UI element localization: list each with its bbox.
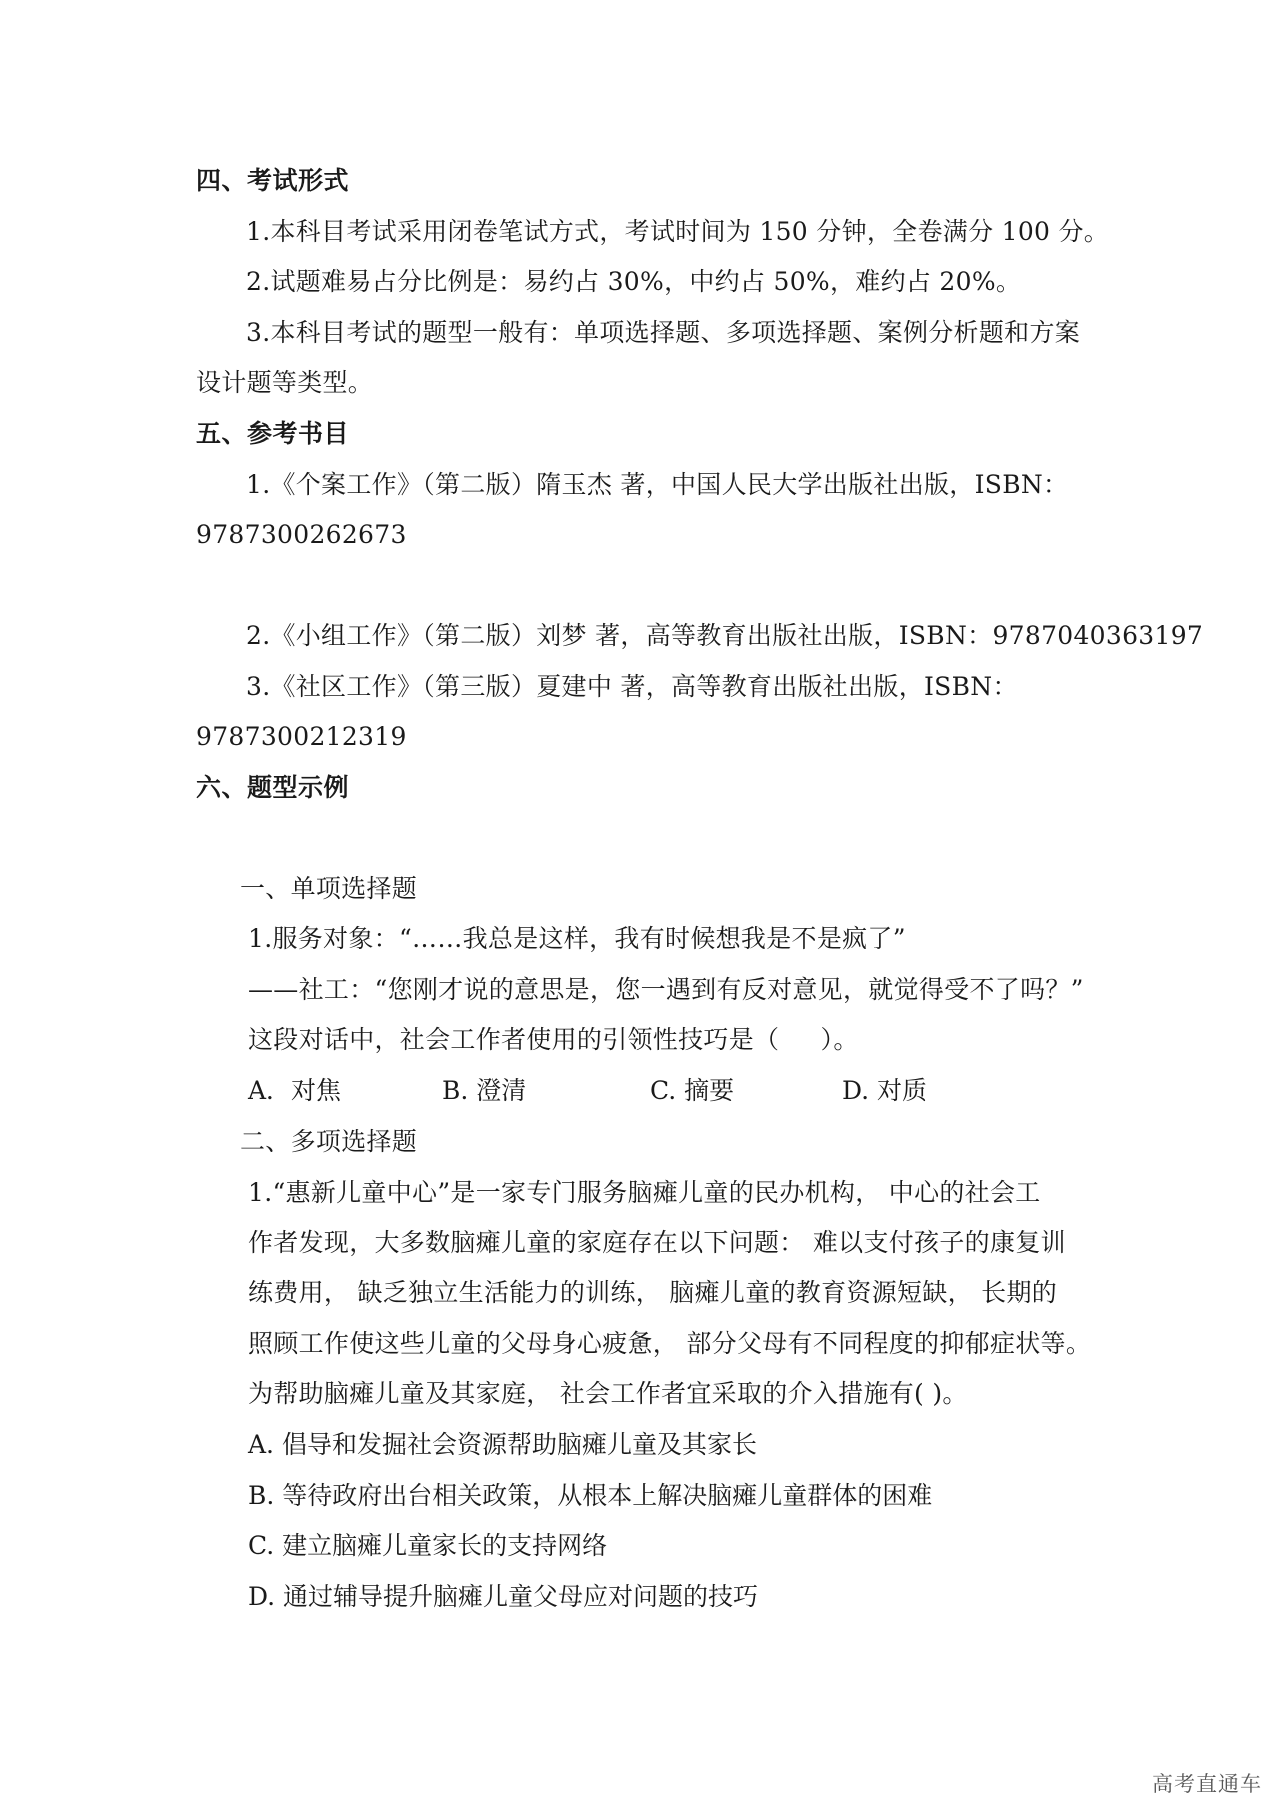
single-choice-option-b: B. 澄清 [442,1076,527,1105]
multi-choice-option-a: A. 倡导和发掘社会资源帮助脑瘫儿童及其家长 [248,1430,757,1459]
single-choice-option-d: D. 对质 [842,1076,928,1105]
exam-format-item-2: 2.试题难易占分比例是：易约占 30%，中约占 50%，难约占 20%。 [246,267,1022,296]
section-heading-references: 五、参考书目 [196,419,350,448]
multi-choice-line-4: 照顾工作使这些儿童的父母身心疲惫， 部分父母有不同程度的抑郁症状等。 [248,1329,1092,1358]
multi-choice-line-2: 作者发现，大多数脑瘫儿童的家庭存在以下问题： 难以支付孩子的康复训 [248,1228,1066,1257]
single-choice-line-3: 这段对话中，社会工作者使用的引领性技巧是（ ）。 [248,1025,859,1054]
single-choice-option-a: A．对焦 [248,1076,342,1105]
reference-item-1: 1.《个案工作》（第二版）隋玉杰 著，中国人民大学出版社出版，ISBN： [246,470,1069,499]
reference-item-2: 2.《小组工作》（第二版）刘梦 著，高等教育出版社出版，ISBN：9787040363197 [246,621,1204,650]
reference-item-3: 3.《社区工作》（第三版）夏建中 著，高等教育出版社出版，ISBN： [246,672,1018,701]
reference-item-1-isbn: 9787300262673 [196,520,407,549]
single-choice-line-1: 1.服务对象：“……我总是这样，我有时候想我是不是疯了” [248,924,906,953]
multi-choice-option-c: C. 建立脑瘫儿童家长的支持网络 [248,1531,608,1560]
multi-choice-option-b: B. 等待政府出台相关政策，从根本上解决脑瘫儿童群体的困难 [248,1481,933,1510]
exam-format-item-3: 3.本科目考试的题型一般有：单项选择题、多项选择题、案例分析题和方案 [246,318,1081,347]
multi-choice-line-3: 练费用， 缺乏独立生活能力的训练， 脑瘫儿童的教育资源短缺， 长期的 [248,1278,1058,1307]
multi-choice-option-d: D. 通过辅导提升脑瘫儿童父母应对问题的技巧 [248,1582,759,1611]
multi-choice-line-5: 为帮助脑瘫儿童及其家庭， 社会工作者宜采取的介入措施有( )。 [248,1379,968,1408]
single-choice-line-2: ——社工：“您刚才说的意思是，您一遇到有反对意见，就觉得受不了吗？” [248,975,1084,1004]
exam-format-item-1: 1.本科目考试采用闭卷笔试方式，考试时间为 150 分钟，全卷满分 100 分。 [246,217,1110,246]
single-choice-title: 一、单项选择题 [240,874,418,903]
single-choice-option-c: C. 摘要 [650,1076,735,1105]
watermark-text: 高考直通车 [1152,1772,1262,1796]
exam-format-item-3-cont: 设计题等类型。 [196,368,374,397]
multi-choice-title: 二、多项选择题 [240,1127,418,1156]
reference-item-3-isbn: 9787300212319 [196,722,407,751]
multi-choice-line-1: 1.“惠新儿童中心”是一家专门服务脑瘫儿童的民办机构， 中心的社会工 [248,1178,1041,1207]
section-heading-examples: 六、题型示例 [196,773,350,802]
section-heading-exam-format: 四、考试形式 [196,166,350,195]
